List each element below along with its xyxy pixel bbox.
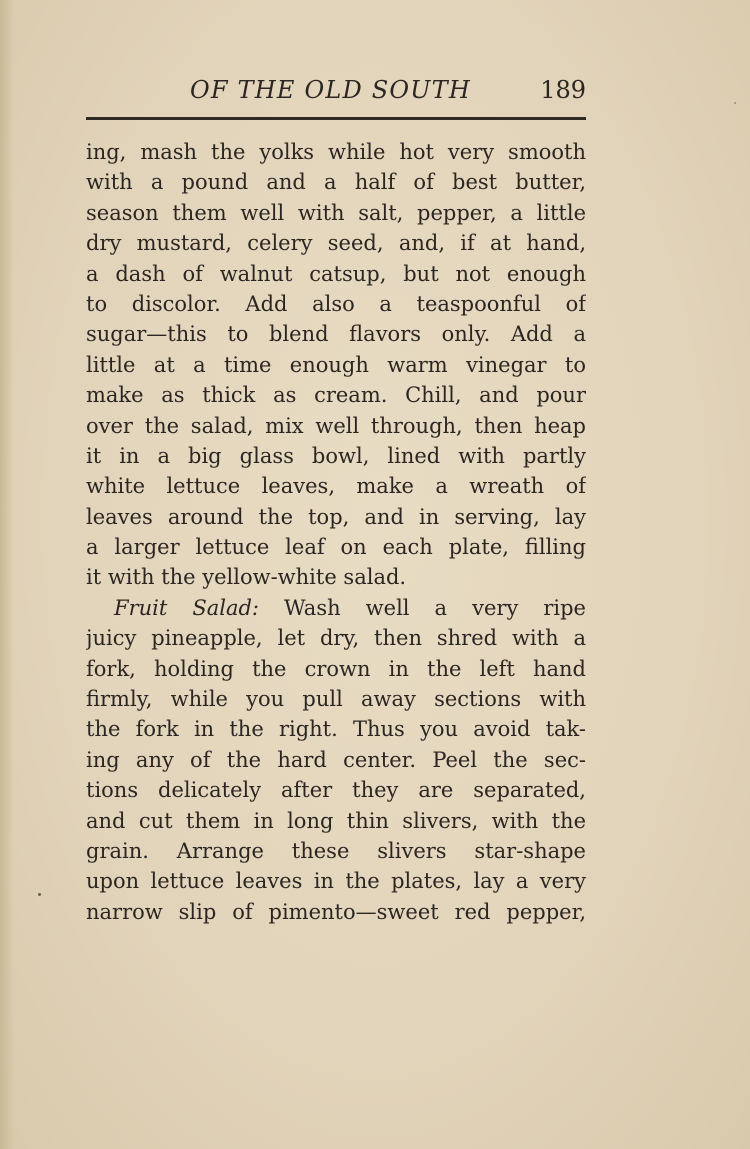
text-line: grain. Arrange these slivers star-shape bbox=[86, 838, 586, 863]
paper-speck bbox=[734, 102, 736, 104]
text-line: a dash of walnut catsup, but not enough bbox=[86, 261, 586, 286]
text-line: season them well with salt, pepper, a little bbox=[86, 200, 586, 225]
fruit-salad-heading: Fruit Salad: bbox=[114, 595, 259, 620]
page-number: 189 bbox=[540, 76, 586, 104]
text-line: narrow slip of pimento—sweet red pepper, bbox=[86, 899, 586, 924]
text-line: juicy pineapple, let dry, then shred with a bbox=[86, 626, 586, 651]
text-line: it in a big glass bowl, lined with partly bbox=[86, 443, 586, 468]
text-line: the fork in the right. Thus you avoid tak- bbox=[86, 717, 586, 742]
text-line: little at a time enough warm vinegar to bbox=[86, 352, 586, 377]
text-line: to discolor. Add also a teaspoonful of bbox=[86, 291, 586, 316]
fruit-salad-first-line-text: Wash well a very ripe bbox=[259, 595, 586, 620]
running-head bbox=[86, 76, 586, 116]
text-line: a larger lettuce leaf on each plate, filling bbox=[86, 535, 586, 560]
text-line: firmly, while you pull away sections with bbox=[86, 687, 586, 712]
text-line: ing any of the hard center. Peel the sec- bbox=[86, 747, 586, 772]
running-title: OF THE OLD SOUTH bbox=[190, 76, 472, 104]
text-line: white lettuce leaves, make a wreath of bbox=[86, 474, 586, 499]
text-line: and cut them in long thin slivers, with the bbox=[86, 808, 586, 833]
body-text bbox=[86, 137, 586, 927]
text-line: over the salad, mix well through, then heap bbox=[86, 413, 586, 438]
text-line: it with the yellow-white salad. bbox=[86, 565, 407, 590]
text-line: tions delicately after they are separated, bbox=[86, 778, 586, 803]
header-rule bbox=[86, 117, 586, 120]
text-line: make as thick as cream. Chill, and pour bbox=[86, 383, 586, 408]
text-line: leaves around the top, and in serving, lay bbox=[86, 504, 586, 529]
text-line: fork, holding the crown in the left hand bbox=[86, 656, 586, 681]
text-line: sugar—this to blend flavors only. Add a bbox=[86, 322, 586, 347]
text-line: upon lettuce leaves in the plates, lay a very bbox=[86, 869, 586, 894]
text-line: dry mustard, celery seed, and, if at hand, bbox=[86, 231, 586, 256]
text-line: with a pound and a half of best butter, bbox=[86, 170, 586, 195]
paper-speck bbox=[38, 893, 41, 896]
text-line: ing, mash the yolks while hot very smooth bbox=[86, 140, 586, 164]
spine-shadow bbox=[0, 0, 14, 1149]
fruit-salad-first-line bbox=[86, 593, 586, 623]
